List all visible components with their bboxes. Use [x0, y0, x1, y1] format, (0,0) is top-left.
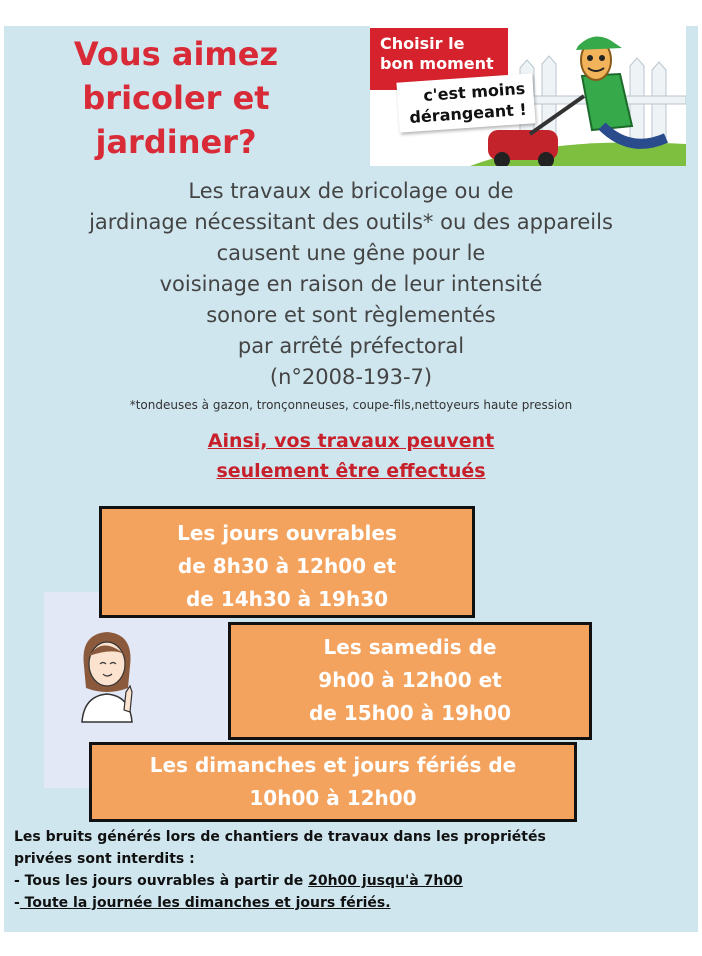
promo-white-line-2: dérangeant ! — [408, 99, 528, 127]
promo-white-label — [396, 73, 535, 132]
rules-line-1: Les bruits générés lors de chantiers de travaux dans les propriétés — [14, 829, 546, 845]
saturdays-line: de 15h00 à 19h00 — [308, 701, 512, 725]
rules-line-4 — [14, 892, 694, 914]
weekdays-schedule-box — [99, 506, 475, 618]
saturdays-line: Les samedis de — [323, 635, 497, 659]
sundays-line: Les dimanches et jours fériés de — [149, 753, 517, 777]
rules-line-3-prefix: - Tous les jours ouvrables à partir de — [14, 873, 309, 889]
intro-line: voisinage en raison de leur intensité — [159, 272, 543, 296]
sundays-line: 10h00 à 12h00 — [249, 786, 417, 810]
title-line-1: Vous aimez — [73, 35, 279, 73]
rules-line-2: privées sont interdits : — [14, 851, 195, 867]
intro-line: sonore et sont règlementés — [206, 303, 496, 327]
saturdays-line: 9h00 à 12h00 et — [318, 668, 502, 692]
title-line-2: bricoler et — [82, 79, 270, 117]
weekdays-line: de 14h30 à 19h30 — [185, 587, 389, 611]
title-line-3: jardiner? — [95, 123, 257, 161]
rules-line-4-prefix: - — [14, 895, 20, 911]
poster — [4, 26, 698, 932]
rules-line-3 — [14, 870, 694, 892]
intro-text — [4, 176, 698, 393]
weekdays-line: Les jours ouvrables — [177, 521, 397, 545]
woman-pointing-illustration — [72, 626, 142, 726]
intro-line: par arrêté préfectoral — [237, 334, 465, 358]
promo-image — [370, 26, 686, 166]
intro-line: causent une gêne pour le — [216, 241, 486, 265]
intro-line: (n°2008-193-7) — [269, 365, 433, 389]
promo-red-line-2: bon moment — [380, 54, 494, 73]
intro-line: Les travaux de bricolage ou de — [188, 179, 514, 203]
promo-white-line-1: c'est moins — [422, 78, 526, 105]
allowed-heading-line-1: Ainsi, vos travaux peuvent — [207, 430, 495, 452]
tools-footnote: *tondeuses à gazon, tronçonneuses, coupe-fils,nettoyeurs haute pression — [129, 398, 573, 412]
intro-line: jardinage nécessitant des outils* ou des appareils — [89, 210, 613, 234]
noise-rules — [14, 826, 694, 914]
saturdays-schedule-box — [228, 622, 592, 740]
allowed-heading — [4, 426, 698, 486]
rules-line-3-hours: 20h00 jusqu'à 7h00 — [308, 873, 463, 889]
page-title — [26, 32, 326, 164]
allowed-heading-line-2: seulement être effectués — [216, 460, 486, 482]
sundays-holidays-schedule-box — [89, 742, 577, 822]
rules-line-4-text: Toute la journée les dimanches et jours fériés. — [19, 895, 391, 911]
promo-red-line-1: Choisir le — [380, 34, 465, 53]
weekdays-line: de 8h30 à 12h00 et — [177, 554, 397, 578]
